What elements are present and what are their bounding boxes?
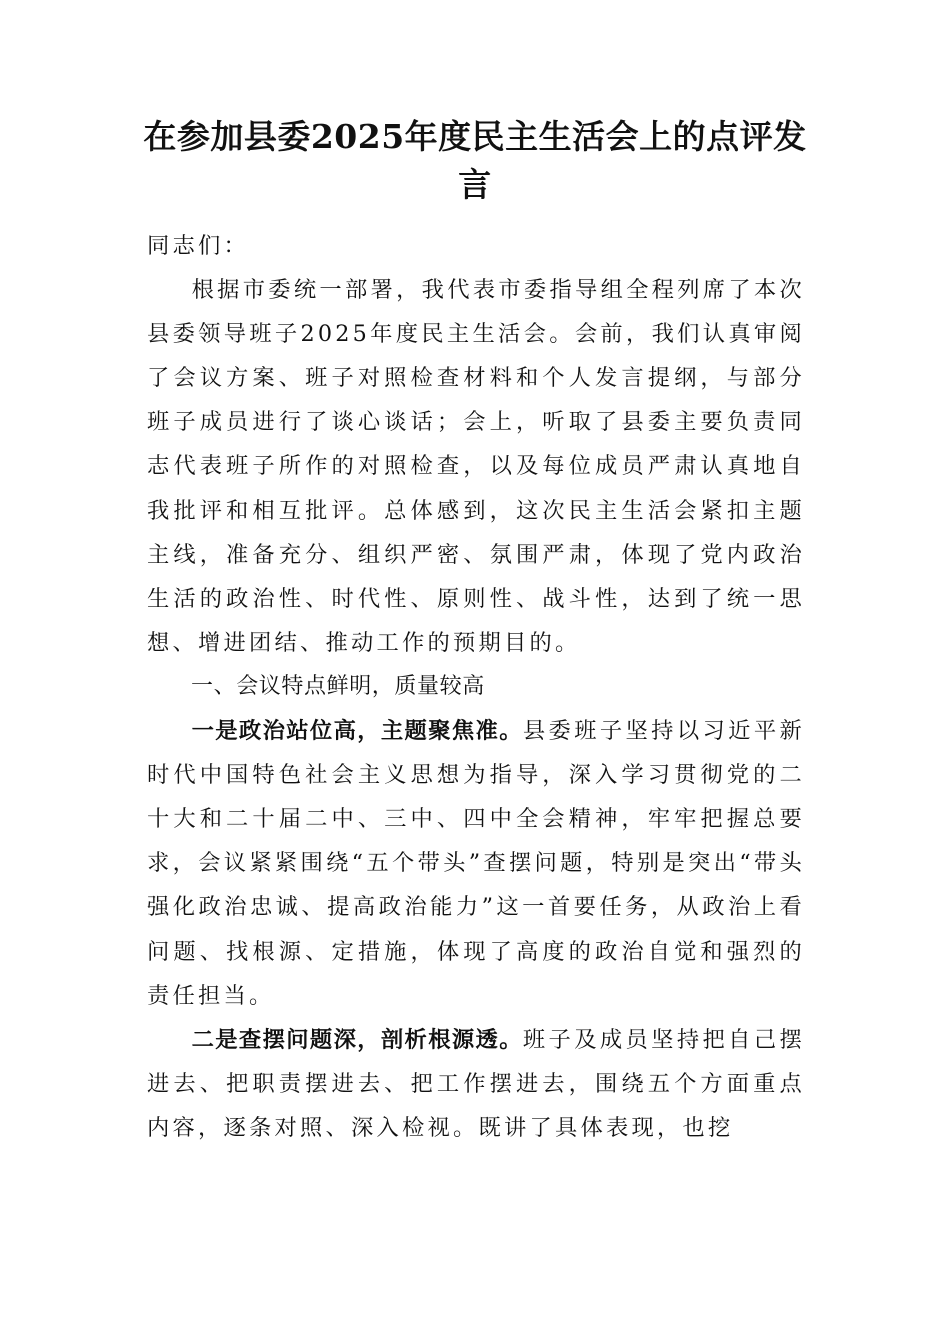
document-body bbox=[147, 224, 805, 1150]
point-paragraph-1 bbox=[147, 709, 805, 1018]
point-text-2: 班子及成员坚持把自己摆进去、把职责摆进去、把工作摆进去，围绕五个方面重点内容，逐条对照、深入检视。既讲了具体表现，也挖 bbox=[147, 1026, 805, 1141]
salutation: 同志们： bbox=[147, 233, 249, 259]
point-paragraph-2 bbox=[147, 1018, 805, 1150]
document-title: 在参加县委2025年度民主生活会上的点评发言 bbox=[143, 117, 807, 204]
point-text-1: 县委班子坚持以习近平新时代中国特色社会主义思想为指导，深入学习贯彻党的二十大和二十届二中、三中、四中全会精神，牢牢把握总要求，会议紧紧围绕“五个带头”查摆问题，特别是突出“带头强化政治忠诚、提高政治能力”这一首要任务，从政治上看问题、找根源、定措施，体现了高度的政治自觉和强烈的责任担当。 bbox=[147, 718, 805, 1009]
section-heading: 一、会议特点鲜明，质量较高 bbox=[191, 673, 485, 699]
point-lead-1: 一是政治站位高，主题聚焦准。 bbox=[191, 718, 523, 745]
point-lead-2: 二是查摆问题深，剖析根源透。 bbox=[191, 1026, 523, 1053]
intro-paragraph: 根据市委统一部署，我代表市委指导组全程列席了本次县委领导班子2025年度民主生活会。会前，我们认真审阅了会议方案、班子对照检查材料和个人发言提纲，与部分班子成员进行了谈心谈话；会上，听取了县委主要负责同志代表班子所作的对照检查，以及每位成员严肃认真地自我批评和相互批评。总体感到，这次民主生活会紧扣主题主线，准备充分、组织严密、氛围严肃，体现了党内政治生活的政治性、时代性、原则性、战斗性，达到了统一思想、增进团结、推动工作的预期目的。 bbox=[147, 277, 805, 656]
